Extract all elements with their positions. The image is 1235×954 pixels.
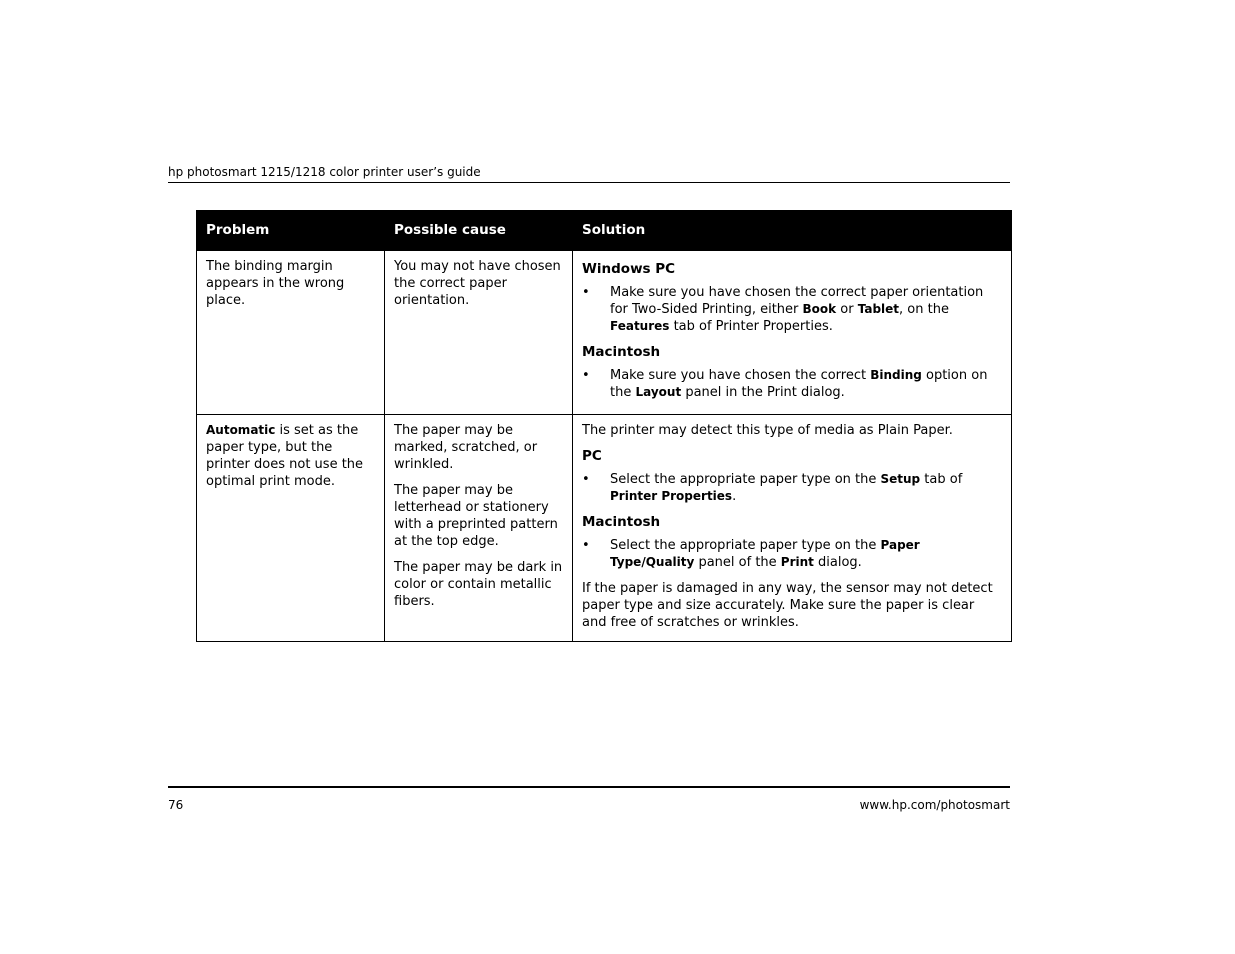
windows-pc-heading: Windows PC	[582, 261, 676, 277]
page-number: 76	[168, 798, 184, 812]
cause-text: You may not have chosen the correct paper orientation.	[394, 259, 561, 308]
footer-url: www.hp.com/photosmart	[859, 798, 1010, 812]
problem-cell	[197, 415, 385, 642]
cause-text: The paper may be marked, scratched, or wrinkled.	[394, 423, 538, 472]
macintosh-heading: Macintosh	[582, 514, 661, 530]
bullet-text: Make sure you have chosen the correct Binding option on the Layout panel in the Print dialog.	[610, 368, 988, 400]
troubleshooting-table	[196, 210, 1012, 642]
list-item	[582, 367, 1002, 401]
column-header-possible-cause: Possible cause	[385, 211, 573, 251]
problem-cell	[197, 251, 385, 415]
problem-text: Automatic is set as the paper type, but the printer does not use the optimal print mode.	[206, 423, 364, 489]
cause-text: The paper may be letterhead or stationery with a preprinted pattern at the top edge.	[394, 483, 558, 549]
problem-text: The binding margin appears in the wrong place.	[206, 259, 345, 308]
list-item	[582, 471, 1002, 505]
column-header-solution: Solution	[573, 211, 1012, 251]
pc-heading: PC	[582, 448, 602, 464]
cause-text: The paper may be dark in color or contain metallic fibers.	[394, 560, 563, 609]
column-header-problem: Problem	[197, 211, 385, 251]
list-item	[582, 537, 1002, 571]
bullet-icon: •	[582, 368, 590, 383]
solution-cell	[573, 415, 1012, 642]
solution-cell	[573, 251, 1012, 415]
solution-intro: The printer may detect this type of media as Plain Paper.	[582, 423, 953, 438]
bullet-icon: •	[582, 472, 590, 487]
list-item	[582, 284, 1002, 335]
table-row	[197, 415, 1012, 642]
solution-closing: If the paper is damaged in any way, the sensor may not detect paper type and size accurately. Make sure the paper is clear and free of scratches or wrinkles.	[582, 581, 993, 630]
bullet-text: Make sure you have chosen the correct paper orientation for Two-Sided Printing, either Book or Tablet, on the Features tab of Printer Properties.	[610, 285, 984, 334]
bullet-text: Select the appropriate paper type on the Setup tab of Printer Properties.	[610, 472, 963, 504]
macintosh-heading: Macintosh	[582, 344, 661, 360]
cause-cell	[385, 251, 573, 415]
bullet-icon: •	[582, 285, 590, 300]
header-rule	[168, 182, 1010, 183]
cause-cell	[385, 415, 573, 642]
footer-rule	[168, 786, 1010, 788]
table-row	[197, 251, 1012, 415]
bullet-text: Select the appropriate paper type on the Paper Type/Quality panel of the Print dialog.	[610, 538, 920, 570]
table-header-row	[197, 211, 1012, 251]
bullet-icon: •	[582, 538, 590, 553]
running-header: hp photosmart 1215/1218 color printer user’s guide	[168, 165, 481, 179]
